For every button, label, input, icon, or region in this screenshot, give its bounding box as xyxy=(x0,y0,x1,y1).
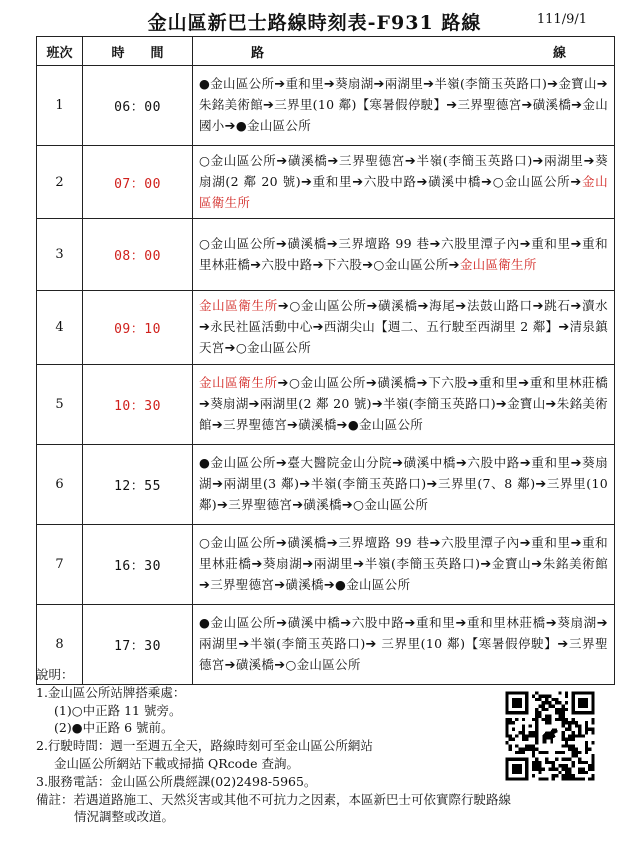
arrow-right-icon: ➔ xyxy=(417,299,429,314)
arrow-right-icon: ➔ xyxy=(571,98,583,113)
route-stop: 磺溪橋 xyxy=(287,235,327,251)
departure-time: 09：10 xyxy=(83,291,193,365)
table-row xyxy=(37,525,615,605)
header-no: 班次 xyxy=(37,37,83,66)
arrow-right-icon: ➔ xyxy=(535,477,547,492)
trip-number: 7 xyxy=(37,525,83,605)
arrow-right-icon: ➔ xyxy=(404,154,417,169)
arrow-right-icon: ➔ xyxy=(455,616,467,631)
arrow-right-icon: ➔ xyxy=(426,477,438,492)
arrow-right-icon: ➔ xyxy=(416,376,428,391)
arrow-right-icon: ➔ xyxy=(276,536,288,551)
arrow-right-icon: ➔ xyxy=(583,154,595,169)
arrow-right-icon: ➔ xyxy=(392,456,404,471)
departure-time: 10：30 xyxy=(83,365,193,445)
arrow-right-icon: ➔ xyxy=(531,557,543,572)
route-stop: 重和里 xyxy=(531,455,571,470)
route-stop: 兩湖里 xyxy=(384,76,424,91)
arrow-right-icon: ➔ xyxy=(596,616,608,631)
date-label: 111/9/1 xyxy=(536,12,587,27)
route-stop: 永民社區活動中心 xyxy=(210,319,313,334)
route-stop: ○金山區公所 xyxy=(373,256,449,272)
route-description xyxy=(193,525,615,605)
route-stop: ● xyxy=(199,76,211,91)
arrow-right-icon: ➔ xyxy=(326,236,339,252)
route-description xyxy=(193,219,615,291)
arrow-right-icon: ➔ xyxy=(312,257,324,273)
route-stop: 半嶺(李簡玉英路口) xyxy=(416,153,533,168)
qr-finder-top-right xyxy=(572,691,595,714)
route-stop: 瀆水 xyxy=(581,298,608,313)
route-stop: 兩湖里 xyxy=(543,153,584,168)
arrow-right-icon: ➔ xyxy=(570,456,582,471)
timetable xyxy=(36,36,615,685)
arrow-right-icon: ➔ xyxy=(275,456,288,471)
route-stop: ○金山區公所 xyxy=(289,298,367,313)
arrow-right-icon: ➔ xyxy=(341,498,354,513)
trip-number: 6 xyxy=(37,445,83,525)
route-description xyxy=(193,66,615,146)
qr-finder-bottom-left xyxy=(505,758,528,781)
route-stop: 金寶山 xyxy=(491,556,532,571)
route-stop: 磺溪中橋 xyxy=(287,615,341,630)
arrow-right-icon: ➔ xyxy=(211,418,224,433)
route-stop: 六股里潭子內 xyxy=(440,535,520,550)
note-remark-cont: 情況調整或改道。 xyxy=(74,809,175,825)
route-stop: ●金山區公所 xyxy=(199,615,277,630)
trip-number: 8 xyxy=(37,605,83,685)
qr-center-logo-icon xyxy=(538,724,561,747)
arrow-right-icon: ➔ xyxy=(558,320,570,335)
route-stop: 六股中路 xyxy=(351,615,405,630)
arrow-right-icon: ➔ xyxy=(366,299,378,314)
arrow-right-icon: ➔ xyxy=(277,299,290,314)
arrow-right-icon: ➔ xyxy=(481,175,493,190)
trip-number: 1 xyxy=(37,66,83,146)
route-stop: 下六股 xyxy=(323,256,363,272)
route-stop: ●金山區公所 xyxy=(235,118,312,133)
arrow-right-icon: ➔ xyxy=(299,477,311,492)
arrow-right-icon: ➔ xyxy=(373,77,385,92)
arrow-right-icon: ➔ xyxy=(276,236,288,252)
route-stop: 重和里林莊橋 xyxy=(199,535,608,571)
route-stop: ●金山區公所 xyxy=(199,455,276,470)
header-time: 時 間 xyxy=(83,37,193,66)
header-route-right: 線 xyxy=(552,46,566,61)
route-stop: 重和里林莊橋 xyxy=(529,375,608,390)
route-stop: 葵扇湖 xyxy=(199,455,609,491)
route-stop: 金山區衛生所 xyxy=(199,174,608,210)
route-stop: 磺溪橋 xyxy=(287,153,328,168)
notes-heading: 說明： xyxy=(36,667,74,682)
trip-number: 3 xyxy=(37,219,83,291)
route-stop: 朱銘美術館 xyxy=(199,97,264,112)
arrow-right-icon: ➔ xyxy=(365,637,377,652)
arrow-right-icon: ➔ xyxy=(251,557,263,572)
route-stop: 磺溪橋 xyxy=(298,417,337,432)
route-stop: ○金山區公所 xyxy=(285,657,361,672)
arrow-right-icon: ➔ xyxy=(263,98,275,113)
arrow-right-icon: ➔ xyxy=(323,77,336,92)
route-stop: 朱銘美術館 xyxy=(199,396,608,432)
arrow-right-icon: ➔ xyxy=(519,456,532,471)
arrow-right-icon: ➔ xyxy=(276,154,288,169)
arrow-right-icon: ➔ xyxy=(224,341,236,356)
arrow-right-icon: ➔ xyxy=(248,397,260,412)
route-stop: 半嶺(李簡玉英路口) xyxy=(310,476,427,491)
route-stop: 重和里林莊橋 xyxy=(466,615,546,630)
arrow-right-icon: ➔ xyxy=(545,616,558,631)
arrow-right-icon: ➔ xyxy=(276,616,288,631)
arrow-right-icon: ➔ xyxy=(277,376,289,391)
arrow-right-icon: ➔ xyxy=(519,236,531,252)
trip-number: 2 xyxy=(37,146,83,219)
arrow-right-icon: ➔ xyxy=(557,637,569,652)
route-description xyxy=(193,146,615,219)
arrow-right-icon: ➔ xyxy=(404,616,416,631)
page-title: 金山區新巴士路線時刻表-F931 路線 xyxy=(147,12,482,34)
route-stop: ○金山區公所 xyxy=(288,375,366,390)
arrow-right-icon: ➔ xyxy=(250,257,262,273)
arrow-right-icon: ➔ xyxy=(532,154,544,169)
arrow-right-icon: ➔ xyxy=(365,376,378,391)
arrow-right-icon: ➔ xyxy=(495,397,508,412)
route-stop: 葵扇湖 xyxy=(210,396,249,411)
table-row xyxy=(37,219,615,291)
route-stop: ○金山區公所 xyxy=(199,535,277,550)
route-stop: 磺溪橋 xyxy=(303,497,342,512)
route-stop: 三界里(7、8 鄰) xyxy=(437,476,536,491)
arrow-right-icon: ➔ xyxy=(199,320,211,335)
note-item-2-cont: 金山區公所網站下載或掃描 QRcode 查詢。 xyxy=(54,755,300,771)
route-stop: 金山區公所 xyxy=(210,76,275,91)
route-stop: 金山區衛生所 xyxy=(459,256,537,272)
table-row xyxy=(37,66,615,146)
route-stop: 磺溪橋 xyxy=(532,97,572,112)
arrow-right-icon: ➔ xyxy=(518,376,530,391)
route-stop: 兩湖里 xyxy=(313,556,354,571)
arrow-right-icon: ➔ xyxy=(532,299,544,314)
route-stop: 西湖尖山【週二、五行駛至西湖里 2 鄰】 xyxy=(323,319,559,334)
route-stop: 半嶺(李簡玉英路口) xyxy=(434,76,548,91)
arrow-right-icon: ➔ xyxy=(199,578,211,593)
arrow-right-icon: ➔ xyxy=(327,154,339,169)
arrow-right-icon: ➔ xyxy=(212,477,224,492)
table-row xyxy=(37,445,615,525)
route-stop: 三界聖德宮 xyxy=(338,153,405,168)
route-stop: 金山國小 xyxy=(199,97,608,133)
route-stop: 兩湖里 xyxy=(199,636,239,651)
route-stop: ●金山區公所 xyxy=(347,417,424,432)
arrow-right-icon: ➔ xyxy=(340,616,352,631)
route-stop: 半嶺(李簡玉英路口) xyxy=(364,556,481,571)
note-item-3: 3.服務電話：金山區公所農經課(02)2498-5965。 xyxy=(36,773,317,789)
arrow-right-icon: ➔ xyxy=(353,557,365,572)
arrow-right-icon: ➔ xyxy=(570,236,582,252)
note-remark: 備註：若遇道路施工、天然災害或其他不可抗力之因素，本區新巴士可依實際行駛路線 xyxy=(36,791,512,807)
route-stop: 兩湖里(3 鄰) xyxy=(223,476,300,491)
route-stop: 重和里 xyxy=(530,235,571,251)
arrow-right-icon: ➔ xyxy=(274,77,286,92)
trip-number: 5 xyxy=(37,365,83,445)
arrow-right-icon: ➔ xyxy=(312,320,324,335)
arrow-right-icon: ➔ xyxy=(545,397,557,412)
route-stop: 下六股 xyxy=(427,375,468,390)
route-stop: 清泉鎮天宮 xyxy=(199,319,608,355)
route-stop: ○金山區公所 xyxy=(199,235,277,251)
arrow-right-icon: ➔ xyxy=(216,498,229,513)
route-description xyxy=(193,445,615,525)
arrow-right-icon: ➔ xyxy=(416,175,428,190)
trip-number: 4 xyxy=(37,291,83,365)
route-stop: 葵扇湖 xyxy=(335,76,374,91)
departure-time: 06：00 xyxy=(83,66,193,146)
route-stop: 金山區衛生所 xyxy=(199,375,278,390)
route-stop: 跳石 xyxy=(543,298,571,313)
arrow-right-icon: ➔ xyxy=(570,299,582,314)
route-stop: 三界聖德宮 xyxy=(457,97,522,112)
route-stop: 臺大醫院金山分院 xyxy=(287,455,393,470)
arrow-right-icon: ➔ xyxy=(238,637,250,652)
arrow-right-icon: ➔ xyxy=(446,98,458,113)
route-stop: 葵扇湖 xyxy=(262,556,303,571)
route-stop: 三界聖德宮 xyxy=(210,577,275,592)
arrow-right-icon: ➔ xyxy=(448,257,460,273)
route-stop: 六股中路 xyxy=(261,256,313,272)
route-stop: 六股中路 xyxy=(467,455,520,470)
route-description xyxy=(193,365,615,445)
departure-time: 07：00 xyxy=(83,146,193,219)
arrow-right-icon: ➔ xyxy=(224,119,236,134)
route-stop: 磺溪中橋 xyxy=(427,174,482,189)
header-route xyxy=(193,37,615,66)
arrow-right-icon: ➔ xyxy=(570,175,582,190)
table-header-row xyxy=(37,37,615,66)
arrow-right-icon: ➔ xyxy=(300,175,313,190)
departure-time: 17：30 xyxy=(83,605,193,685)
arrow-right-icon: ➔ xyxy=(326,536,339,551)
arrow-right-icon: ➔ xyxy=(323,578,336,593)
route-stop: 磺溪橋 xyxy=(235,657,275,672)
route-stop: 重和里 xyxy=(285,76,324,91)
route-stop: 金寶山 xyxy=(507,396,546,411)
route-stop: 三界聖德宮 xyxy=(228,497,293,512)
arrow-right-icon: ➔ xyxy=(199,397,211,412)
arrow-right-icon: ➔ xyxy=(371,397,384,412)
route-stop: 磺溪橋 xyxy=(287,535,327,550)
arrow-right-icon: ➔ xyxy=(521,98,533,113)
route-stop: 朱銘美術館 xyxy=(542,556,608,571)
route-stop: 三界壇路 99 巷 xyxy=(338,235,430,251)
route-stop: 重和里 xyxy=(478,375,519,390)
header xyxy=(0,6,629,34)
route-stop: 法鼓山路口 xyxy=(466,298,533,313)
arrow-right-icon: ➔ xyxy=(274,578,286,593)
departure-time: 12：55 xyxy=(83,445,193,525)
route-stop: 半嶺(李簡玉英路口) xyxy=(249,636,366,651)
route-stop: 葵扇湖 xyxy=(557,615,597,630)
arrow-right-icon: ➔ xyxy=(547,77,559,92)
arrow-right-icon: ➔ xyxy=(423,77,435,92)
route-stop: 三界壇路 99 巷 xyxy=(338,535,430,550)
arrow-right-icon: ➔ xyxy=(455,299,467,314)
route-stop: ○金山區公所 xyxy=(492,174,571,189)
table-row xyxy=(37,146,615,219)
arrow-right-icon: ➔ xyxy=(596,77,608,92)
qr-code[interactable] xyxy=(502,688,598,784)
departure-time: 08：00 xyxy=(83,219,193,291)
qr-finder-top-left xyxy=(505,691,528,714)
arrow-right-icon: ➔ xyxy=(352,175,364,190)
arrow-right-icon: ➔ xyxy=(362,257,374,273)
route-stop: ○金山區公所 xyxy=(235,340,312,355)
route-stop: 重和里 xyxy=(312,174,353,189)
route-stop: 葵扇湖(2 鄰 20 號) xyxy=(199,153,608,189)
note-item-2: 2.行駛時間：週一至週五全天，路線時刻可至金山區公所網站 xyxy=(36,738,373,754)
arrow-right-icon: ➔ xyxy=(224,658,236,673)
route-stop: 三界里(10 鄰)【寒暑假停駛】 xyxy=(274,97,447,112)
arrow-right-icon: ➔ xyxy=(336,418,348,433)
route-stop: 六股中路 xyxy=(363,174,417,189)
arrow-right-icon: ➔ xyxy=(519,536,531,551)
route-stop: 磺溪橋 xyxy=(285,577,324,592)
note-item-1b: (2)●中正路 6 號前。 xyxy=(54,720,174,736)
route-stop: 重和里 xyxy=(415,615,456,630)
route-stop: ●金山區公所 xyxy=(335,577,411,592)
arrow-right-icon: ➔ xyxy=(287,418,299,433)
route-stop: 三界聖德宮 xyxy=(199,636,608,672)
route-stop: 重和里林莊橋 xyxy=(199,235,608,272)
route-stop: 三界里(10 鄰) xyxy=(199,476,608,512)
route-stop: 半嶺(李簡玉英路口) xyxy=(383,396,496,411)
route-stop: 金寶山 xyxy=(558,76,597,91)
arrow-right-icon: ➔ xyxy=(274,658,286,673)
route-stop: 三界里(10 鄰)【寒暑假停駛】 xyxy=(376,636,558,651)
arrow-right-icon: ➔ xyxy=(302,557,314,572)
arrow-right-icon: ➔ xyxy=(429,536,441,551)
arrow-right-icon: ➔ xyxy=(292,498,304,513)
table-row xyxy=(37,291,615,365)
header-route-left: 路 xyxy=(251,46,265,61)
arrow-right-icon: ➔ xyxy=(467,376,479,391)
table-row xyxy=(37,365,615,445)
arrow-right-icon: ➔ xyxy=(570,536,582,551)
route-stop: 三界聖德宮 xyxy=(223,417,288,432)
note-item-1a: (1)○中正路 11 號旁。 xyxy=(54,702,182,718)
arrow-right-icon: ➔ xyxy=(429,236,441,252)
route-description xyxy=(193,291,615,365)
route-stop: 金山區衛生所 xyxy=(199,298,278,313)
arrow-right-icon: ➔ xyxy=(456,456,468,471)
departure-time: 16：30 xyxy=(83,525,193,605)
route-stop: 磺溪中橋 xyxy=(403,455,456,470)
arrow-right-icon: ➔ xyxy=(480,557,492,572)
route-stop: 磺溪橋 xyxy=(377,298,418,313)
note-item-1: 1.金山區公所站牌搭乘處： xyxy=(36,684,186,700)
route-stop: 海尾 xyxy=(428,298,456,313)
route-stop: 六股里潭子內 xyxy=(440,235,520,251)
route-stop: 重和里 xyxy=(530,535,571,550)
route-stop: 磺溪橋 xyxy=(377,375,417,390)
route-stop: 兩湖里(2 鄰 20 號) xyxy=(259,396,372,411)
route-stop: ○金山區公所 xyxy=(199,153,277,168)
route-stop: ○金山區公所 xyxy=(353,497,429,512)
